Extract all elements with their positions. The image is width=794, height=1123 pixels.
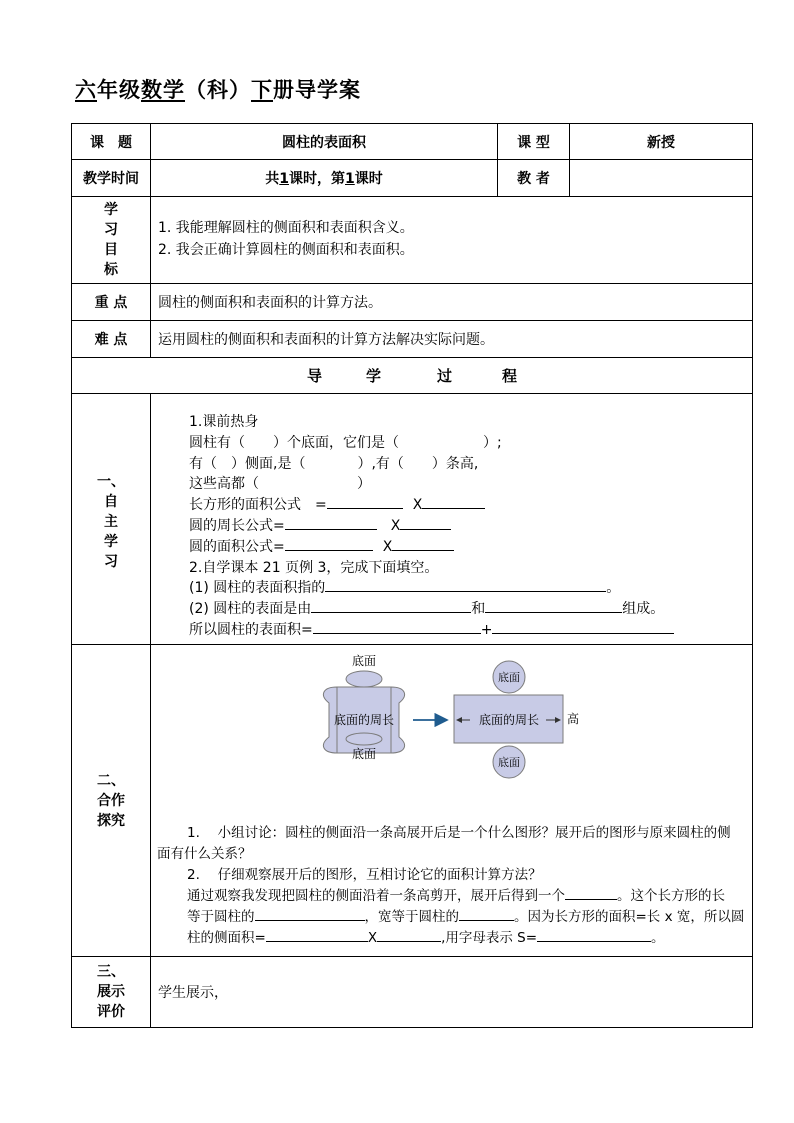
key-text: 圆柱的侧面积和表面积的计算方法。	[151, 284, 753, 321]
cooperate-content	[151, 645, 753, 957]
process-heading: 导 学 过 程	[72, 358, 753, 394]
line-surface-formula: 所以圆柱的表面积= +	[189, 620, 752, 641]
blank-field[interactable]	[327, 495, 403, 509]
discovery-line-2: 等于圆柱的 ，宽等于圆柱的 。因为长方形的面积=长 x 宽，所以圆	[187, 909, 745, 925]
cooperate-text	[151, 823, 752, 949]
blank-field[interactable]	[285, 537, 373, 551]
label-self-study: 一、 自 主 学 习	[72, 394, 151, 645]
label-teacher: 教 者	[498, 160, 570, 197]
label-circle-top: 底面	[498, 671, 520, 684]
blank-field[interactable]	[377, 928, 441, 942]
blank-field[interactable]	[311, 599, 471, 613]
row-goals	[72, 197, 753, 284]
label-difficulty: 难 点	[72, 321, 151, 358]
line-rect-area-formula: 长方形的面积公式 = X	[189, 495, 752, 516]
topic-value: 圆柱的表面积	[151, 124, 498, 160]
blank-field[interactable]	[392, 537, 454, 551]
question-2: 2. 仔细观察展开后的图形，互相讨论它的面积计算方法？	[187, 867, 542, 883]
cylinder-net-svg	[151, 645, 751, 823]
teacher-value	[570, 160, 753, 197]
line-surface-definition: (1) 圆柱的表面积指的 。	[189, 580, 621, 597]
label-bottom-base: 底面	[351, 747, 377, 761]
blank-field[interactable]	[266, 928, 368, 942]
row-display	[72, 957, 753, 1028]
blank-field[interactable]	[422, 495, 485, 509]
document-title: 六年级数学（科）下册导学案	[75, 78, 361, 102]
line-heights: 这些高都（ ）	[189, 476, 371, 493]
blank-field[interactable]	[313, 620, 481, 634]
line-circumference-formula: 圆的周长公式= X	[189, 516, 752, 537]
label-display: 三、 展示 评价	[72, 957, 151, 1028]
difficulty-text: 运用圆柱的侧面积和表面积的计算方法解决实际问题。	[151, 321, 753, 358]
discovery-line-3: 柱的侧面积= X ,用字母表示 S= 。	[187, 930, 665, 946]
row-key	[72, 284, 753, 321]
label-time: 教学时间	[72, 160, 151, 197]
blank-field[interactable]	[255, 907, 365, 921]
goal-item: 2. 我会正确计算圆柱的侧面积和表面积。	[158, 242, 414, 258]
question-1-cont: 面有什么关系？	[157, 846, 252, 862]
row-time	[72, 160, 753, 197]
blank-field[interactable]	[325, 578, 606, 592]
blank-field[interactable]	[400, 516, 451, 530]
blank-field[interactable]	[459, 907, 514, 921]
cylinder-net-diagram	[151, 645, 752, 823]
label-goals: 学 习 目 标	[72, 197, 151, 284]
label-topic: 课 题	[72, 124, 151, 160]
self-study-content	[151, 394, 753, 645]
label-rect-circumference: 底面的周长	[478, 713, 540, 727]
line-circle-area-formula: 圆的面积公式= X	[189, 537, 752, 558]
row-process-heading	[72, 358, 753, 394]
row-cooperate	[72, 645, 753, 957]
blank-field[interactable]	[565, 886, 617, 900]
question-1: 1. 小组讨论：圆柱的侧面沿一条高展开后是一个什么图形？展开后的图形与原来圆柱的侧	[187, 825, 731, 841]
time-value: 共1课时，第1课时	[151, 160, 498, 197]
label-cooperate: 二、 合作 探究	[72, 645, 151, 957]
goals-content	[151, 197, 753, 284]
label-circle-bottom: 底面	[498, 756, 520, 769]
label-top-base: 底面	[351, 654, 377, 668]
type-value: 新授	[570, 124, 753, 160]
goal-item: 1. 我能理解圆柱的侧面积和表面积含义。	[158, 220, 414, 236]
label-key: 重 点	[72, 284, 151, 321]
label-type: 课 型	[498, 124, 570, 160]
label-side-circumference: 底面的周长	[333, 713, 395, 727]
blank-field[interactable]	[285, 516, 377, 530]
blank-field[interactable]	[492, 620, 674, 634]
line-side-count: 有（ ）侧面,是（ ）,有（ ）条高,	[189, 455, 479, 472]
discovery-line-1: 通过观察我发现把圆柱的侧面沿着一条高剪开，展开后得到一个 。这个长方形的长	[187, 888, 725, 904]
display-text: 学生展示，	[151, 957, 753, 1028]
line-self-study-instruction: 2.自学课本 21 页例 3，完成下面填空。	[189, 559, 439, 576]
row-topic	[72, 124, 753, 160]
row-difficulty	[72, 321, 753, 358]
line-base-count: 圆柱有（ ）个底面，它们是（ ）;	[189, 434, 502, 451]
line-surface-composition: (2) 圆柱的表面是由 和 组成。	[189, 601, 665, 618]
bottom-base-ellipse	[346, 733, 382, 745]
row-self-study	[72, 394, 753, 645]
warmup-title: 1.课前热身	[189, 414, 259, 430]
blank-field[interactable]	[537, 928, 651, 942]
lesson-plan-table	[71, 123, 753, 1028]
label-height: 高	[567, 712, 580, 726]
top-base-ellipse	[346, 671, 382, 687]
blank-field[interactable]	[485, 599, 622, 613]
